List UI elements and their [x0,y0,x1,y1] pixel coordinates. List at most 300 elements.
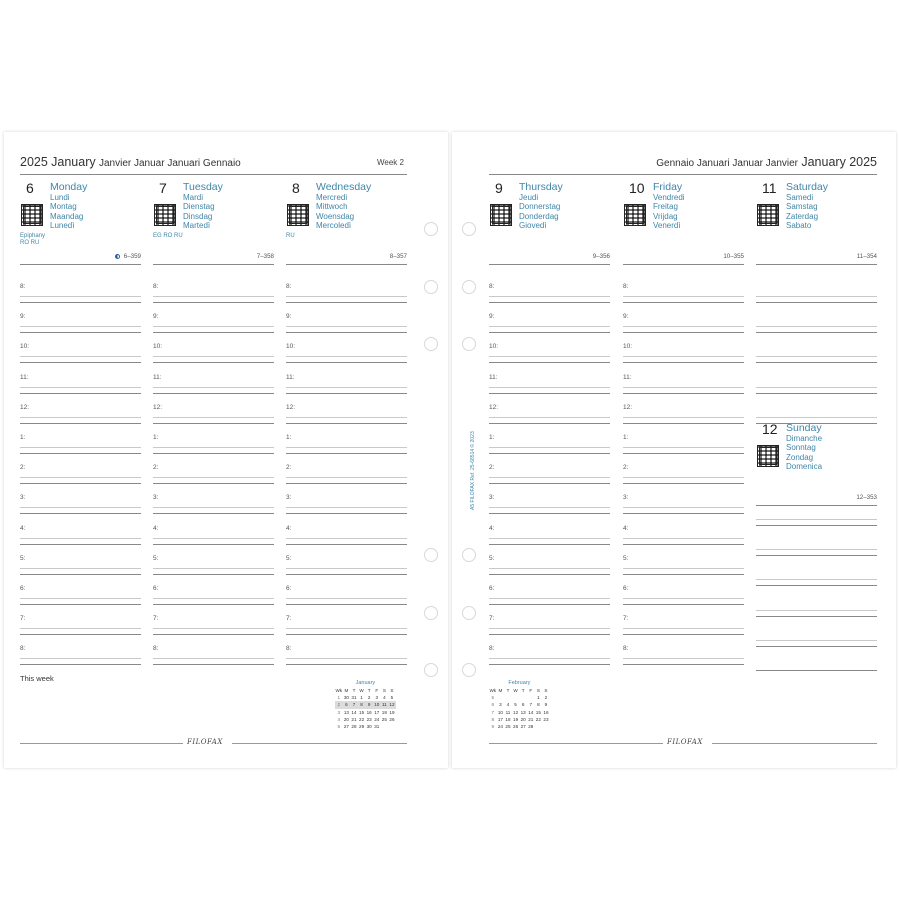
hour-rule [623,302,744,303]
day-count-text: 8–357 [389,253,407,260]
hour-rule [153,664,274,665]
line-rule [756,549,877,550]
hour-label: 5: [153,554,159,562]
day-name: Sunday [786,422,822,434]
day-count-text: 7–358 [256,253,274,260]
line-rule [756,616,877,617]
day-name-translation: Jeudi [519,193,539,202]
hour-rule [286,356,407,357]
hour-rule [489,544,610,545]
hour-rule [20,423,141,424]
day-name-translation: Vrijdag [653,211,678,221]
mini-calendar-date [519,694,527,701]
hour-rule [20,326,141,327]
day-number: 7 [159,180,167,196]
hour-label: 10: [153,343,163,351]
hour-label: 2: [623,464,629,472]
mini-calendar-date: 1 [360,695,363,701]
mini-calendar-date [542,723,550,730]
line-rule [756,610,877,611]
hour-rule [20,387,141,388]
line-rule [756,356,877,357]
hour-label: 1: [623,434,629,441]
day-header-rule [20,264,141,265]
hour-label: 8: [623,645,629,653]
day-name-translations [519,193,560,231]
punch-hole [424,663,438,677]
moon-phase-icon [115,254,120,259]
day-name-translations [653,193,685,231]
hour-label: 1: [20,434,26,441]
header-month-right: January [801,155,846,169]
hour-label: 8: [623,283,629,290]
mini-calendar-week-number: 9 [491,724,495,730]
day-number: 8 [292,180,300,196]
hour-rule [153,634,274,635]
mini-calendar-weekday: W [513,688,518,694]
hour-rule [20,296,141,297]
hour-rule [153,568,274,569]
punch-hole [462,606,476,620]
hour-rule [623,628,744,629]
hour-rule [153,453,274,454]
mini-calendar-weekday: S [390,688,394,694]
hour-label: 1: [286,434,292,441]
footer-rule [232,743,407,744]
mini-calendar-date: 11 [381,702,387,708]
mini-calendar-date: 21 [351,716,357,722]
mini-calendar-date: 10 [374,702,380,708]
hour-rule [489,513,610,514]
qr-code [21,204,43,226]
hour-rule [20,477,141,478]
punch-hole [424,548,438,562]
hour-label: 12: [489,403,499,411]
day-count [214,253,274,260]
day-number: 9 [495,180,503,196]
hour-rule [286,483,407,484]
day-name-translations [786,434,822,472]
hour-label: 7: [489,615,495,623]
hour-rule [153,574,274,575]
day-name-translation: Giovedì [519,221,547,231]
hour-rule [286,513,407,514]
hour-label: 10: [286,343,296,351]
mini-calendar-week-number: 5 [491,695,495,701]
hour-rule [623,544,744,545]
hour-rule [153,598,274,599]
hour-rule [20,417,141,418]
hour-rule [489,664,610,665]
line-rule [756,525,877,526]
hour-rule [286,393,407,394]
day-name-translation: Maandag [50,211,84,221]
hour-rule [153,362,274,363]
day-header-rule [489,264,610,265]
hour-label: 7: [20,615,26,623]
day-name: Monday [50,181,88,193]
mini-calendar-date: 10 [497,709,503,715]
day-name-translation: Woensdag [316,211,355,221]
hour-rule [623,574,744,575]
mini-calendar-weekday: S [536,688,540,694]
day-name-translation: Donderdag [519,211,559,221]
hour-label: 2: [489,464,495,472]
header-month-languages: Janvier Januar Januari Gennaio [98,158,241,169]
hour-rule [286,604,407,605]
hour-rule [153,356,274,357]
header-year: 2025 [20,155,48,169]
hour-rule [286,447,407,448]
week-number: Week 2 [377,158,404,167]
header-month-languages-right: Gennaio Januari Januar Janvier [656,158,799,169]
hour-label: 8: [286,645,292,653]
hour-label: 11: [153,373,162,381]
hour-rule [623,326,744,327]
mini-calendar-date [388,723,396,730]
mini-calendar-week-number: 4 [337,716,341,722]
day-number: 6 [26,180,34,196]
day-name-translation: Mardi [183,193,204,202]
day-name-translation: Lundi [50,193,70,202]
hour-rule [286,628,407,629]
mini-calendar-date: 14 [351,709,357,715]
hour-rule [623,296,744,297]
hour-label: 12: [623,403,633,411]
hour-label: 6: [623,585,629,592]
hour-rule [489,296,610,297]
day-name-translation: Samstag [786,202,818,212]
hour-label: 1: [153,434,159,441]
line-rule [756,362,877,363]
mini-calendar-week-row [489,694,550,701]
hour-label: 8: [286,283,292,290]
hour-label: 3: [286,494,292,502]
mini-calendar-date [527,694,535,701]
mini-calendar-week-number: 5 [337,724,341,730]
hour-label: 5: [286,554,292,562]
hour-label: 2: [286,464,292,472]
mini-calendar-date: 20 [520,716,526,722]
day-header-rule [286,264,407,265]
mini-calendar-weekday: Wk [335,688,343,694]
hour-rule [153,658,274,659]
mini-calendar-date: 3 [499,702,502,708]
hour-rule [489,598,610,599]
hour-label: 3: [153,494,159,502]
hour-label: 12: [20,403,30,411]
hour-label: 8: [489,283,495,290]
hour-rule [153,423,274,424]
hour-label: 4: [623,524,629,532]
hour-label: 9: [286,313,292,321]
mini-calendar-week-row [335,709,396,716]
day-name-translation: Mercredi [316,193,348,202]
mini-calendar-week-row [335,701,396,708]
day-name: Saturday [786,181,829,193]
hour-label: 11: [20,373,29,381]
day-name-translation: Venerdì [653,221,681,231]
hour-rule [286,423,407,424]
hour-rule [20,598,141,599]
qr-code [287,204,309,226]
hour-rule [20,332,141,333]
hour-rule [153,538,274,539]
mini-calendar-week-number: 2 [335,701,343,708]
day-header-rule [756,505,877,506]
hour-rule [623,393,744,394]
day-name-translation: Domenica [786,462,823,472]
mini-calendar-date: 1 [537,695,540,701]
hour-rule [489,568,610,569]
hour-rule [286,296,407,297]
hour-rule [286,664,407,665]
hour-rule [489,332,610,333]
mini-calendar-date: 31 [374,724,380,730]
line-rule [756,640,877,641]
day-name: Tuesday [183,181,223,193]
mini-calendar-date [381,723,389,730]
hour-rule [286,326,407,327]
day-name-translation: Martedì [183,221,211,231]
mini-calendar-date: 3 [375,695,379,701]
hour-rule [623,658,744,659]
hour-rule [153,507,274,508]
day-count: 11–354 [856,253,877,260]
holiday-note-line: RO RU [20,240,40,246]
mini-calendar-date: 28 [351,724,357,730]
hour-label: 6: [286,585,292,592]
holiday-note-line: Epiphany [20,233,46,239]
day-name-translation: Dimanche [786,434,823,443]
punch-hole [462,337,476,351]
hour-label: 8: [20,645,26,653]
hour-rule [623,447,744,448]
hour-label: 3: [20,494,26,502]
hour-rule [286,544,407,545]
mini-calendar-title: February [508,680,531,686]
hour-rule [489,634,610,635]
line-rule [756,326,877,327]
hour-rule [286,362,407,363]
hour-rule [489,453,610,454]
hour-rule [623,477,744,478]
hour-label: 8: [153,645,159,653]
hour-rule [489,387,610,388]
mini-calendar-date [497,694,505,701]
day-name-translation: Mittwoch [316,202,348,212]
day-name-translation: Mercoledì [316,221,352,231]
mini-calendar-date: 29 [359,724,365,730]
hour-label: 2: [153,464,159,472]
mini-calendar-date [504,694,512,701]
mini-calendar-week-row [335,694,396,701]
mini-calendar-date: 30 [366,724,372,730]
line-rule [756,646,877,647]
mini-calendar-date: 2 [544,695,548,701]
mini-calendar-date: 4 [383,695,386,701]
mini-calendar-week-number: 8 [491,716,495,722]
mini-calendar-date: 13 [520,709,526,715]
hour-rule [286,477,407,478]
day-name-translation: Zondag [786,452,814,462]
mini-calendar-date: 31 [351,695,357,701]
mini-calendar-week-row [489,723,550,730]
left-header-rule [20,174,407,175]
hour-rule [623,483,744,484]
qr-code [757,204,779,226]
mini-calendar-date: 24 [374,716,380,722]
mini-calendar-weekday: T [352,688,356,694]
this-week-label: This week [20,674,54,683]
mini-calendar-date: 16 [366,709,372,715]
hour-rule [623,423,744,424]
line-rule [756,579,877,580]
mini-calendar-week-number: 7 [491,709,495,715]
hour-label: 8: [489,645,495,653]
hour-rule [153,302,274,303]
mini-calendar-date: 18 [505,716,511,722]
hour-rule [153,417,274,418]
mini-calendar-date: 8 [358,701,366,708]
day-name-translations [50,193,83,231]
hour-label: 12: [153,403,163,411]
day-name-translation: Sabato [786,221,812,231]
hour-rule [286,453,407,454]
hour-rule [153,544,274,545]
right-header-rule [489,174,877,175]
mini-calendar-date: 27 [343,724,349,730]
day-count [347,253,407,260]
qr-code [757,445,779,467]
mini-calendar-weekday: T [506,688,510,694]
hour-rule [489,417,610,418]
hour-label: 6: [20,585,26,592]
hour-label: 8: [20,283,26,290]
mini-calendar-date: 8 [537,702,540,708]
hour-rule [489,356,610,357]
hour-rule [623,362,744,363]
mini-calendar-date: 16 [543,709,549,715]
hour-rule [489,302,610,303]
day-number: 12 [762,421,778,437]
hour-rule [489,604,610,605]
hour-rule [286,507,407,508]
footer-rule [489,743,663,744]
mini-calendar-january [335,680,396,730]
mini-calendar-date [535,723,543,730]
hour-rule [153,483,274,484]
hour-rule [286,302,407,303]
hour-rule [20,658,141,659]
hour-label: 4: [489,524,495,532]
line-rule [756,555,877,556]
mini-calendar-date: 28 [528,724,534,730]
hour-rule [20,507,141,508]
hour-label: 6: [489,585,495,592]
holiday-note [286,233,295,240]
hour-rule [286,568,407,569]
line-rule [756,302,877,303]
mini-calendar-date: 19 [513,716,519,722]
hour-rule [286,538,407,539]
hour-label: 5: [20,554,26,562]
hour-rule [489,538,610,539]
mini-calendar-week-row [335,716,396,723]
mini-calendar-date: 15 [535,709,541,715]
hour-rule [623,664,744,665]
mini-calendar-weekday: M [344,688,349,694]
hour-label: 8: [153,283,159,290]
hour-label: 4: [153,524,159,532]
mini-calendar-date: 12 [513,709,519,715]
hour-rule [20,513,141,514]
hour-rule [489,658,610,659]
hour-rule [153,326,274,327]
filofax-logo: FILOFAX [187,738,223,746]
holiday-note [20,233,45,247]
day-name: Wednesday [316,181,372,193]
day-header-rule [153,264,274,265]
filofax-logo: FILOFAX [667,738,703,746]
hour-rule [20,628,141,629]
hour-label: 10: [20,343,30,351]
mini-calendar-date: 4 [506,702,510,708]
mini-calendar-date: 30 [343,695,349,701]
mini-calendar-date: 24 [497,724,503,730]
punch-hole [462,280,476,294]
hour-rule [20,356,141,357]
line-rule [756,585,877,586]
day-name-translation: Montag [50,202,77,212]
hour-rule [20,393,141,394]
day-name-translations [316,193,354,231]
mini-calendar-date: 5 [390,695,394,701]
hour-rule [286,387,407,388]
hour-rule [286,574,407,575]
hour-rule [489,483,610,484]
mini-calendar-date: 12 [389,702,395,708]
mini-calendar-date: 22 [359,716,365,722]
mini-calendar-week-number: 3 [337,709,341,715]
hour-rule [623,568,744,569]
hour-rule [20,574,141,575]
hour-rule [623,538,744,539]
mini-calendar-date: 26 [513,724,519,730]
mini-calendar-week-row [489,709,550,716]
mini-calendar-date: 20 [343,716,349,722]
hour-label: 9: [153,313,159,321]
day-name-translation: Freitag [653,202,678,212]
left-page-header [20,155,241,169]
mini-calendar-date: 27 [520,724,526,730]
punch-hole [462,548,476,562]
day-number: 11 [762,180,777,196]
line-rule [756,296,877,297]
mini-calendar-date: 6 [521,702,525,708]
hour-rule [20,664,141,665]
hour-rule [286,417,407,418]
hour-label: 3: [489,494,495,502]
hour-label: 6: [153,585,159,592]
mini-calendar-date: 11 [505,709,511,715]
hour-rule [489,477,610,478]
punch-hole [424,606,438,620]
hour-rule [153,477,274,478]
line-rule [756,417,877,418]
mini-calendar-date: 23 [366,716,372,722]
hour-label: 3: [623,494,629,502]
